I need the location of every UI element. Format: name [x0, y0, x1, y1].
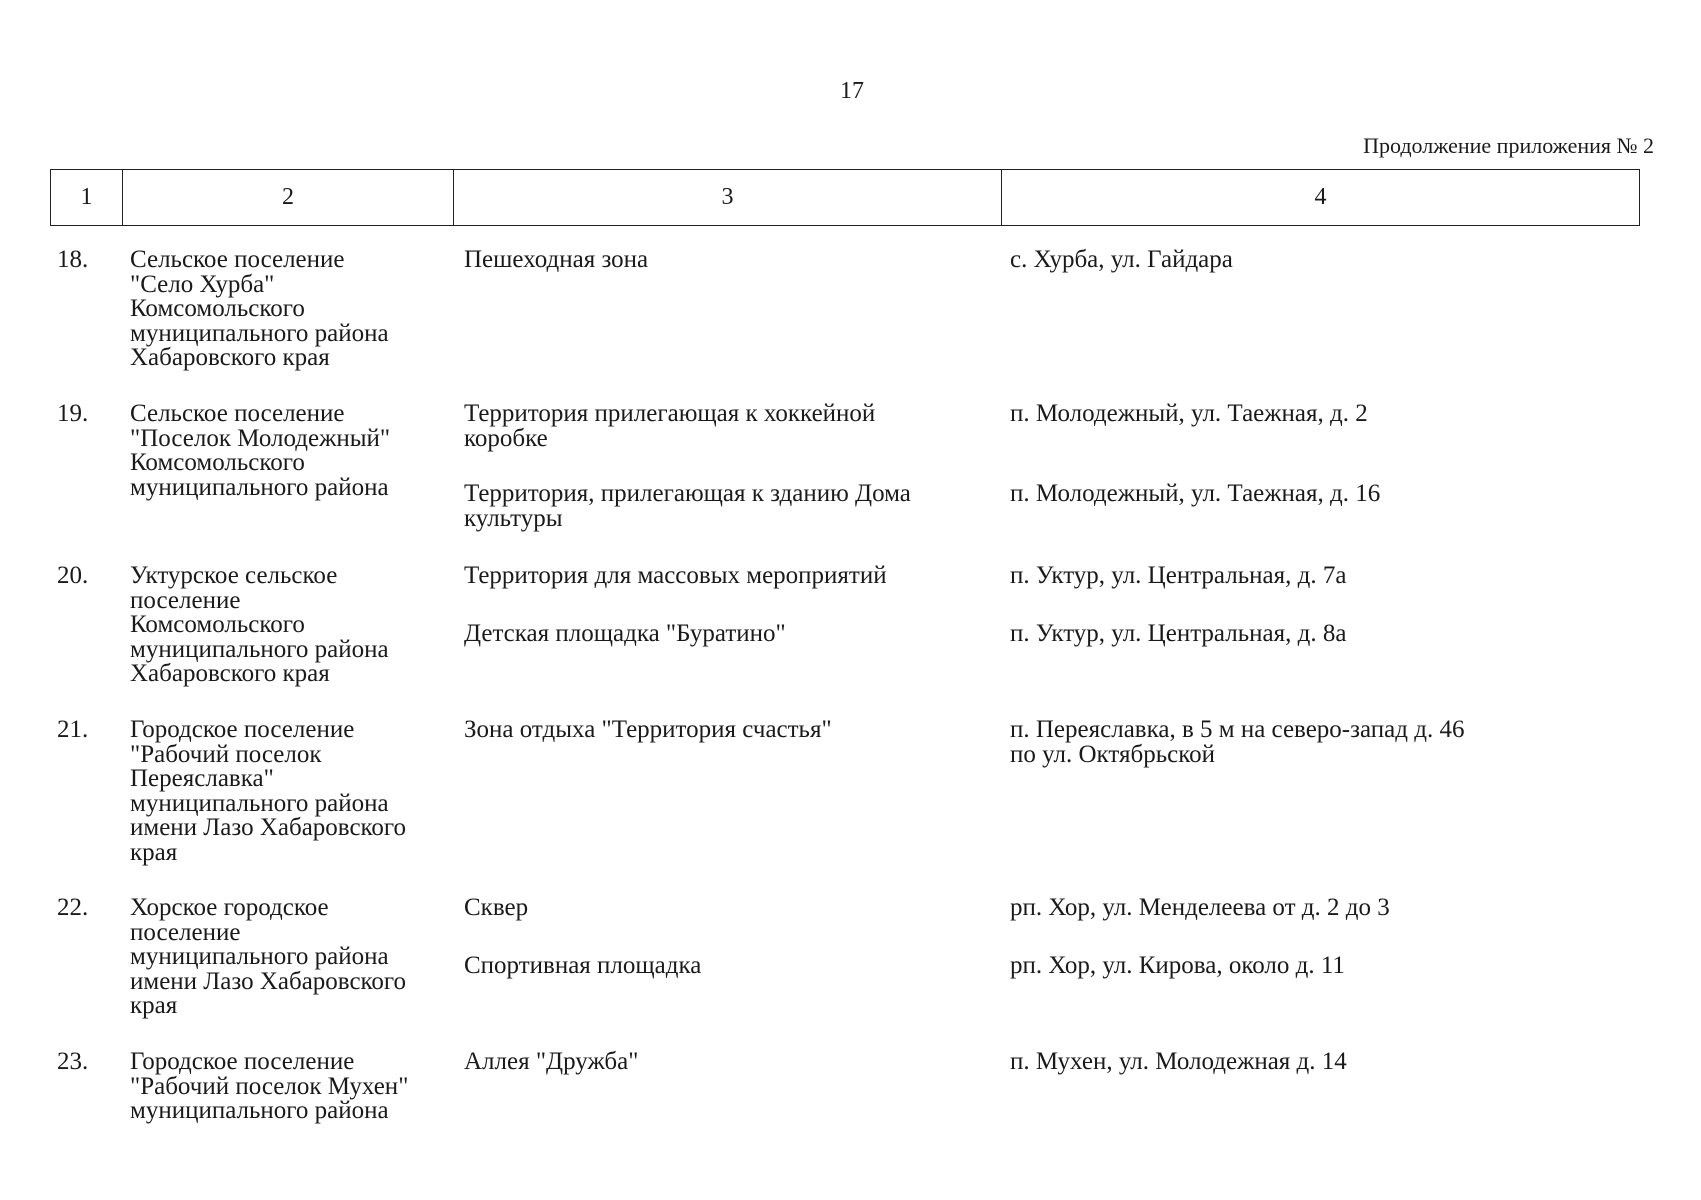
settlement-name-line: муниципального района [130, 943, 389, 970]
settlement-name [130, 402, 460, 500]
object-name [464, 622, 1004, 647]
object-address [1010, 402, 1630, 427]
object-name-line: Зона отдыха "Территория счастья" [464, 716, 832, 743]
settlement-name-line: Городское поселение [130, 716, 355, 743]
settlement-name-line: муниципального района [130, 473, 389, 501]
row-number: 19. [57, 400, 89, 427]
object-name [464, 896, 1004, 921]
row-number: 21. [57, 716, 89, 743]
object-address [1010, 718, 1630, 767]
object-name-line: Спортивная площадка [464, 952, 702, 979]
settlement-name-line: Комсомольского [130, 295, 305, 322]
settlement-name-line: Городское поселение [130, 1048, 355, 1075]
settlement-name-line: муниципального района [130, 789, 389, 817]
settlement-name-line: края [130, 838, 178, 866]
settlement-name-line: края [130, 992, 178, 1019]
object-name-line: Территория прилегающая к хоккейной [464, 400, 876, 427]
object-name [464, 1050, 1004, 1075]
row-number: 22. [57, 894, 89, 921]
settlement-name-line: Уктурское сельское [130, 562, 338, 589]
continuation-label: Продолжение приложения № 2 [1363, 133, 1654, 158]
object-address-line: п. Уктур, ул. Центральная, д. 8а [1010, 620, 1347, 647]
object-address-line: рп. Хор, ул. Менделеева от д. 2 до 3 [1010, 894, 1390, 921]
settlement-name-line: имени Лазо Хабаровского [130, 814, 407, 841]
settlement-name-line: Сельское поселение [130, 246, 345, 273]
object-address [1010, 954, 1630, 979]
settlement-name-line: "Рабочий поселок Мухен" [130, 1072, 409, 1100]
object-name-line: Сквер [464, 894, 529, 921]
row-number: 18. [57, 246, 89, 273]
header-col-1: 1 [51, 170, 123, 225]
object-name-line: Территория для массовых мероприятий [464, 562, 887, 589]
settlement-name-line: Комсомольского [130, 611, 305, 638]
settlement-name-line: "Поселок Молодежный" [130, 424, 391, 452]
object-address [1010, 896, 1630, 921]
settlement-name [130, 248, 460, 371]
object-address-line: рп. Хор, ул. Кирова, около д. 11 [1010, 952, 1345, 979]
settlement-name-line: муниципального района [130, 319, 389, 347]
object-name-line: Детская площадка "Буратино" [464, 620, 786, 647]
settlement-name-line: поселение [130, 918, 241, 946]
settlement-name-line: "Село Хурба" [130, 270, 275, 298]
settlement-name-line: Хорское городское [130, 894, 329, 921]
settlement-name [130, 564, 460, 687]
page-number: 17 [840, 78, 864, 104]
header-col-2: 2 [123, 170, 454, 225]
object-address [1010, 248, 1630, 273]
object-name-line: Территория, прилегающая к зданию Дома [464, 480, 911, 507]
settlement-name-line: Сельское поселение [130, 400, 345, 427]
object-name-line: Пешеходная зона [464, 246, 649, 273]
object-name [464, 718, 1004, 743]
settlement-name-line: имени Лазо Хабаровского [130, 967, 407, 995]
settlement-name [130, 896, 460, 1019]
object-name [464, 402, 1004, 451]
object-address-line: п. Переяславка, в 5 м на северо-запад д. 46 [1010, 716, 1465, 743]
object-name [464, 482, 1004, 531]
settlement-name-line: муниципального района [130, 635, 389, 663]
object-name-line: коробке [464, 424, 548, 452]
object-address [1010, 482, 1630, 507]
object-address [1010, 1050, 1630, 1075]
object-address [1010, 564, 1630, 589]
object-address-line: п. Мухен, ул. Молодежная д. 14 [1010, 1048, 1347, 1075]
settlement-name [130, 1050, 460, 1124]
object-address-line: по ул. Октябрьской [1010, 740, 1215, 768]
settlement-name-line: Хабаровского края [130, 344, 330, 371]
table-header [50, 169, 1640, 226]
object-name-line: Аллея "Дружба" [464, 1048, 639, 1075]
settlement-name-line: поселение [130, 586, 241, 614]
object-name-line: культуры [464, 504, 563, 532]
row-number: 23. [57, 1048, 89, 1075]
settlement-name-line: Переяславка" [130, 765, 274, 792]
object-address-line: п. Молодежный, ул. Таежная, д. 16 [1010, 480, 1381, 507]
settlement-name-line: Хабаровского края [130, 660, 330, 687]
object-name [464, 564, 1004, 589]
object-address-line: п. Молодежный, ул. Таежная, д. 2 [1010, 400, 1368, 427]
object-address-line: с. Хурба, ул. Гайдара [1010, 246, 1233, 273]
header-col-4: 4 [1314, 184, 1327, 210]
row-number: 20. [57, 562, 89, 589]
object-name [464, 954, 1004, 979]
settlement-name-line: муниципального района [130, 1097, 389, 1124]
object-address [1010, 622, 1630, 647]
settlement-name-line: "Рабочий поселок [130, 740, 322, 768]
header-col-3: 3 [454, 170, 1002, 225]
object-address-line: п. Уктур, ул. Центральная, д. 7а [1010, 562, 1347, 589]
object-name [464, 248, 1004, 273]
settlement-name-line: Комсомольского [130, 449, 305, 476]
settlement-name [130, 718, 460, 865]
